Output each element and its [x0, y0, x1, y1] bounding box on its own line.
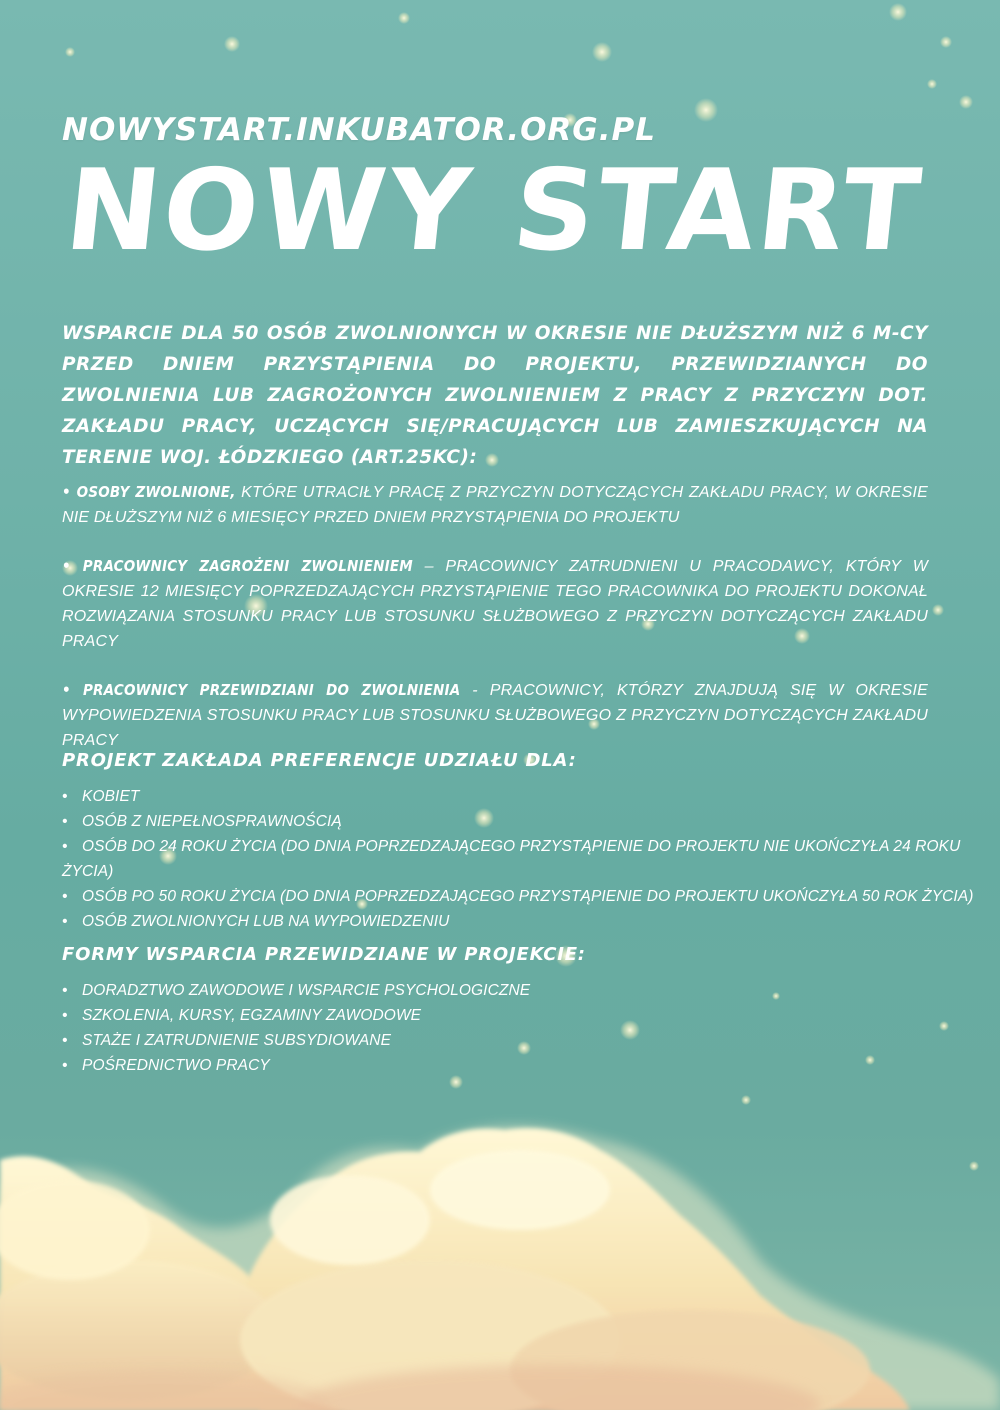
list-item: • STAŻE I ZATRUDNIENIE SUBSYDIOWANE	[62, 1028, 530, 1053]
target-groups	[62, 480, 928, 777]
group-lead: • PRACOWNICY ZAGROŻENI ZWOLNIENIEM	[62, 557, 413, 575]
website-url: NOWYSTART.INKUBATOR.ORG.PL	[62, 112, 656, 148]
intro-paragraph: WSPARCIE DLA 50 OSÓB ZWOLNIONYCH W OKRESIE NIE DŁUŻSZYM NIŻ 6 M-CY PRZED DNIEM PRZYSTĄPIENIA DO PROJEKTU, PRZEWIDZIANYCH DO ZWOLNIENIA LUB ZAGROŻONYCH ZWOLNIENIEM Z PRACY Z PRZYCZYN DOT. ZAKŁADU PRACY, UCZĄCYCH SIĘ/PRACUJĄCYCH LUB ZAMIESZKUJĄCYCH NA TERENIE WOJ. ŁÓDZKIEGO (ART.25KC):	[62, 323, 928, 468]
group-text: – PRACOWNICY ZATRUDNIENI U PRACODAWCY, KTÓRY W OKRESIE 12 MIESIĘCY POPRZEDZAJĄCYCH PRZYSTĄPIENIE TEGO PRACOWNIKA DO PROJEKTU DOKONAŁ ROZWIĄZANIA STOSUNKU PRACY LUB STOSUNKU SŁUŻBOWEGO Z PRZYCZYN DOTYCZĄCYCH ZAKŁADU PRACY	[62, 558, 928, 650]
group-lead: • OSOBY ZWOLNIONE,	[62, 483, 236, 501]
preferences-title: PROJEKT ZAKŁADA PREFERENCJE UDZIAŁU DLA:	[62, 750, 577, 771]
list-item: • OSÓB ZWOLNIONYCH LUB NA WYPOWIEDZENIU	[62, 909, 1000, 934]
list-item: • OSÓB Z NIEPEŁNOSPRAWNOŚCIĄ	[62, 809, 1000, 834]
group-text: - PRACOWNICY, KTÓRZY ZNAJDUJĄ SIĘ W OKRESIE WYPOWIEDZENIA STOSUNKU PRACY LUB STOSUNKU SŁUŻBOWEGO Z PRZYCZYN DOTYCZĄCYCH ZAKŁADU PRACY	[62, 682, 928, 749]
list-item: • OSÓB PO 50 ROKU ŻYCIA (DO DNIA POPRZEDZAJĄCEGO PRZYSTĄPIENIE DO PROJEKTU UKOŃCZYŁA 50 ROK ŻYCIA)	[62, 884, 1000, 909]
list-item: • KOBIET	[62, 784, 1000, 809]
group-item	[62, 480, 928, 530]
page-title: NOWY START	[59, 146, 929, 276]
group-lead: • PRACOWNICY PRZEWIDZIANI DO ZWOLNIENIA	[62, 681, 461, 699]
list-item: • SZKOLENIA, KURSY, EGZAMINY ZAWODOWE	[62, 1003, 530, 1028]
group-text: KTÓRE UTRACIŁY PRACĘ Z PRZYCZYN DOTYCZĄCYCH ZAKŁADU PRACY, W OKRESIE NIE DŁUŻSZYM NIŻ 6 MIESIĘCY PRZED DNIEM PRZYSTĄPIENIA DO PROJEKTU	[62, 484, 928, 526]
list-item: • OSÓB DO 24 ROKU ŻYCIA (DO DNIA POPRZEDZAJĄCEGO PRZYSTĄPIENIE DO PROJEKTU NIE UKOŃCZYŁA 24 ROKU ŻYCIA)	[62, 834, 1000, 884]
group-item	[62, 678, 928, 753]
group-item	[62, 554, 928, 654]
support-list	[62, 978, 530, 1078]
list-item: • POŚREDNICTWO PRACY	[62, 1053, 530, 1078]
support-title: FORMY WSPARCIA PRZEWIDZIANE W PROJEKCIE:	[62, 944, 586, 965]
list-item: • DORADZTWO ZAWODOWE I WSPARCIE PSYCHOLOGICZNE	[62, 978, 530, 1003]
preferences-list	[62, 784, 1000, 934]
